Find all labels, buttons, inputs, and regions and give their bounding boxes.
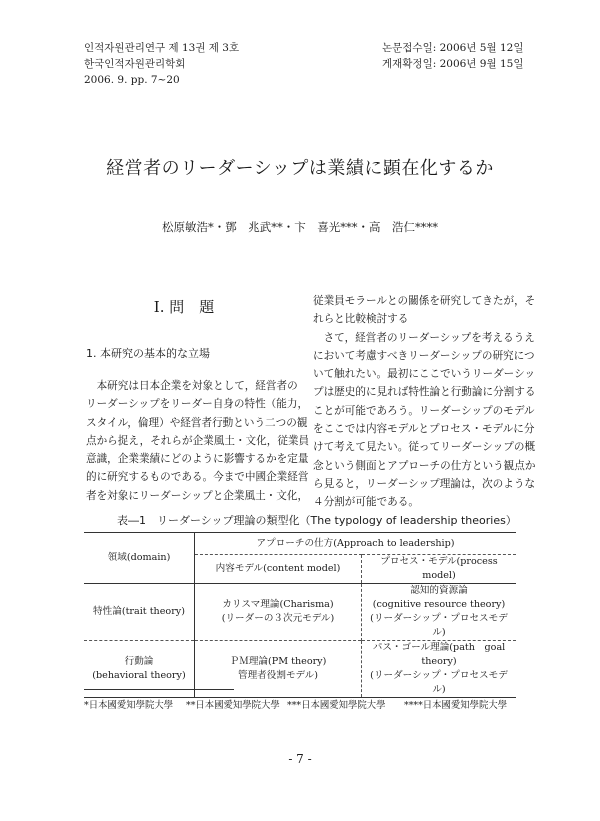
text-line: ことが可能であろう。リーダーシップのモデル (313, 404, 535, 417)
cell-trait-process (362, 584, 517, 641)
journal-name: 인적자원관리연구 제 13권 제 3호 (84, 42, 240, 54)
content-model-header: 内容モデル(content model) (195, 555, 362, 584)
text-line: 者を対象にリーダーシップと企業風土・文化， (86, 489, 309, 502)
domain-header: 領域(domain) (84, 533, 195, 584)
approach-header: アプローチの仕方(Approach to leadership) (195, 533, 517, 555)
cell-line: 管理者役割モデル) (237, 670, 318, 681)
cell-line: (リーダーシップ・プロセスモデル) (370, 613, 508, 638)
cell-behavioral-process (362, 641, 517, 698)
text-line: において考慮すべきリーダーシップの研究につ (313, 349, 535, 362)
author-list: 松原敏浩*・鄧 兆武**・卞 喜光***・高 浩仁**** (162, 220, 438, 234)
text-line: れらと比較検討する (313, 313, 409, 326)
cell-line: 認知的資源論 (410, 585, 468, 596)
text-line: リーダーシップをリーダー自身の特性（能力， (86, 398, 309, 411)
cell-line: (behavioral theory) (92, 670, 186, 681)
text-line: スタイル，倫理）や経営者行動という二つの観 (86, 416, 308, 429)
text-line: をここでは内容モデルとプロセス・モデルに分 (313, 423, 535, 436)
cell-trait-content (195, 584, 362, 641)
left-column-text (86, 377, 309, 505)
footnote-4: ****日本國愛知學院大學 (404, 700, 508, 711)
footnote-rule (84, 689, 234, 690)
subsection-heading: 1. 本研究の基本的な立場 (86, 347, 210, 360)
footnote-2: **日本國愛知學院大學 (186, 700, 280, 711)
journal-info (84, 40, 239, 88)
typology-table (84, 532, 516, 698)
text-line: 本研究は日本企業を対象として，経営者の (86, 380, 298, 392)
cell-line: (リーダーシップ・プロセスモデル) (370, 670, 508, 695)
text-line: いて触れたい。最初にここでいうリーダーシッ (313, 368, 536, 381)
footnote-3: ***日本國愛知學院大學 (287, 700, 386, 711)
right-column-text (313, 292, 535, 512)
cell-line: (cognitive resource theory) (372, 599, 506, 610)
footnote-1: *日本國愛知學院大學 (84, 700, 174, 711)
submission-info (382, 40, 523, 72)
paper-title: 経営者のリーダーシップは業績に顕在化するか (106, 158, 494, 179)
row-label-trait: 特性論(trait theory) (84, 584, 195, 641)
cell-line: 行動論 (124, 656, 154, 667)
page-number: - 7 - (288, 752, 312, 766)
text-line: ４分割が可能である。 (313, 496, 419, 509)
text-line: 意識，企業業績にどのように影響するかを定量 (86, 453, 309, 466)
received-date: 논문접수일: 2006년 5월 12일 (382, 42, 524, 54)
text-line: 点から捉え，それらが企業風土・文化，従業員 (86, 434, 310, 447)
text-line: 的に研究するものである。今まで中國企業経営 (86, 471, 309, 484)
text-line: ら見ると，リーダーシップ理論は，次のような (313, 477, 536, 490)
text-line: 従業員モラールとの關係を研究してきたが，そ (313, 295, 536, 307)
cell-line: ＰＭ理論(PM theory) (229, 656, 327, 667)
text-line: けて考えて見たい。従ってリーダーシップの概 (313, 441, 536, 454)
process-model-header: プロセス・モデル(process model) (362, 555, 517, 584)
cell-line: パス・ゴール理論(path goal theory) (372, 642, 506, 667)
text-line: 念という側面とアプローチの仕方という観点か (313, 459, 536, 472)
section-heading: Ⅰ. 問 題 (153, 298, 215, 316)
accepted-date: 게재확정일: 2006년 9월 15일 (382, 58, 524, 70)
issue-pages: 2006. 9. pp. 7~20 (84, 74, 180, 86)
table-caption: 表―1 リーダーシップ理論の類型化（The typology of leadership theories） (117, 514, 517, 527)
text-line: さて，経営者のリーダーシップを考えるうえ (313, 331, 535, 344)
cell-line: カリスマ理論(Charisma) (222, 599, 334, 610)
society-name: 한국인적자원관리학회 (84, 58, 186, 70)
cell-line: (リーダーの３次元モデル) (221, 613, 335, 624)
text-line: プは歴史的に見れば特性論と行動論に分割する (313, 386, 536, 399)
